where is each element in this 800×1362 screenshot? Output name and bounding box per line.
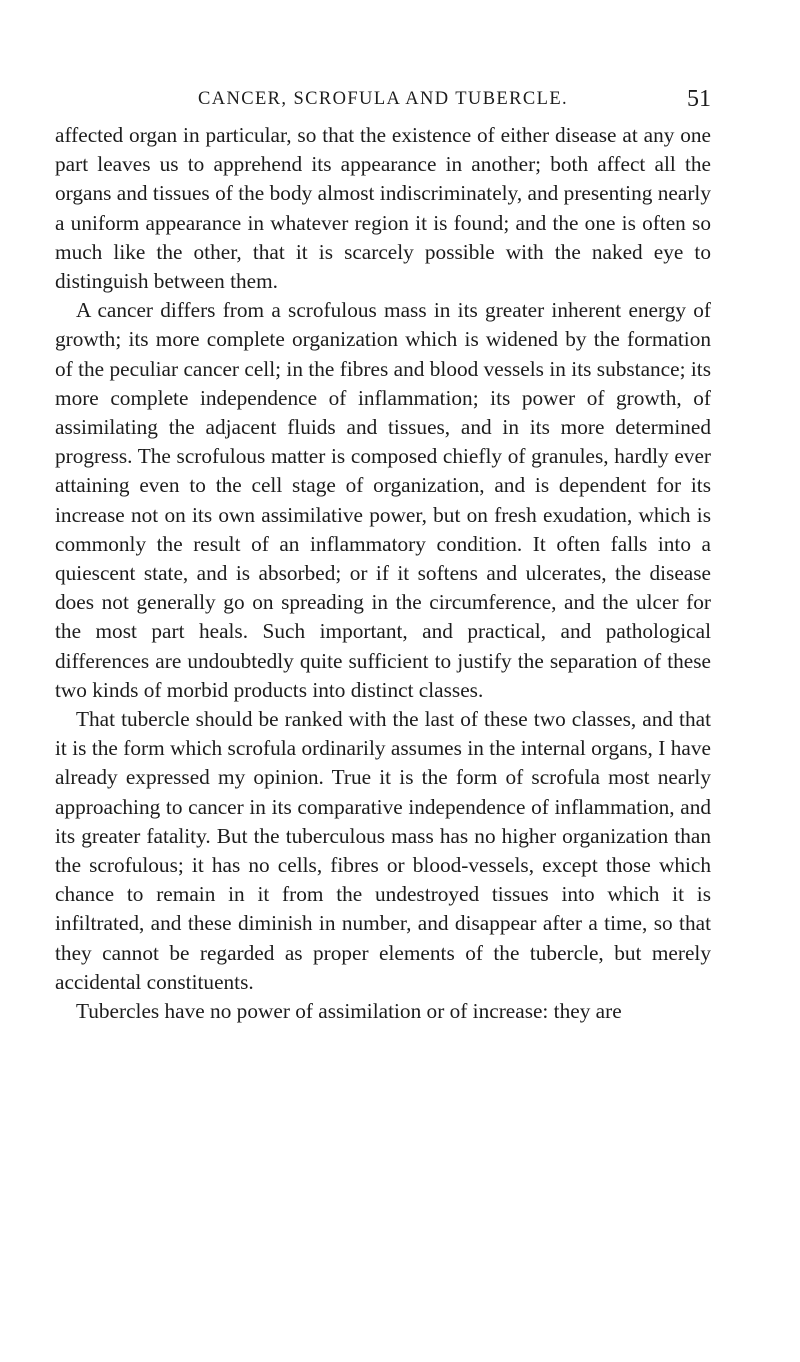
paragraph-tubercles-no-power: Tubercles have no power of assimilation or of increase: they are xyxy=(76,999,622,1024)
paragraph-tubercle-ranked: That tubercle should be ranked with the last of these two classes, and that it is the form which scrofula ordinarily assumes in the internal organs, I have already expressed my opinion. True it is the form of scrofula most nearly approaching to cancer in its comparative independence of inflammation, and its greater fatality. But the tuberculous mass has no higher organization than the scrofulous; it has no cells, fibres or blood-vessels, except those which chance to remain in it from the undestroyed tissues into which it is infiltrated, and these diminish in number, and disappear after a time, so that they cannot be regarded as proper elements of the tubercle, but merely accidental constituents. xyxy=(55,707,711,994)
body-text xyxy=(55,121,711,1026)
page-number: 51 xyxy=(687,86,711,112)
paragraph-continued: affected organ in particular, so that the existence of either disease at any one part leaves us to apprehend its appearance in another; both affect all the organs and tissues of the body almost indiscriminately, and presenting nearly a uniform appearance in whatever region it is found; and the one is often so much like the other, that it is scarcely possible with the naked eye to distinguish between them. xyxy=(55,123,711,294)
running-title: CANCER, SCROFULA AND TUBERCLE. xyxy=(197,89,569,109)
running-head xyxy=(55,84,711,114)
paragraph-cancer-differs: A cancer differs from a scrofulous mass in its greater inherent energy of growth; its more complete organization which is widened by the formation of the peculiar cancer cell; in the fibres and blood vessels in its substance; its more complete independence of inflammation; its power of growth, of assimilating the adjacent fluids and tissues, and in its more determined progress. The scrofulous matter is composed chiefly of granules, hardly ever attaining even to the cell stage of organization, and is dependent for its increase not on its own assimilative power, but on fresh exudation, which is commonly the result of an inflammatory condition. It often falls into a quiescent state, and is absorbed; or if it softens and ulcerates, the disease does not generally go on spreading in the circumference, and the ulcer for the most part heals. Such important, and practical, and pathological differences are undoubtedly quite sufficient to justify the separation of these two kinds of morbid products into distinct classes. xyxy=(55,298,711,702)
